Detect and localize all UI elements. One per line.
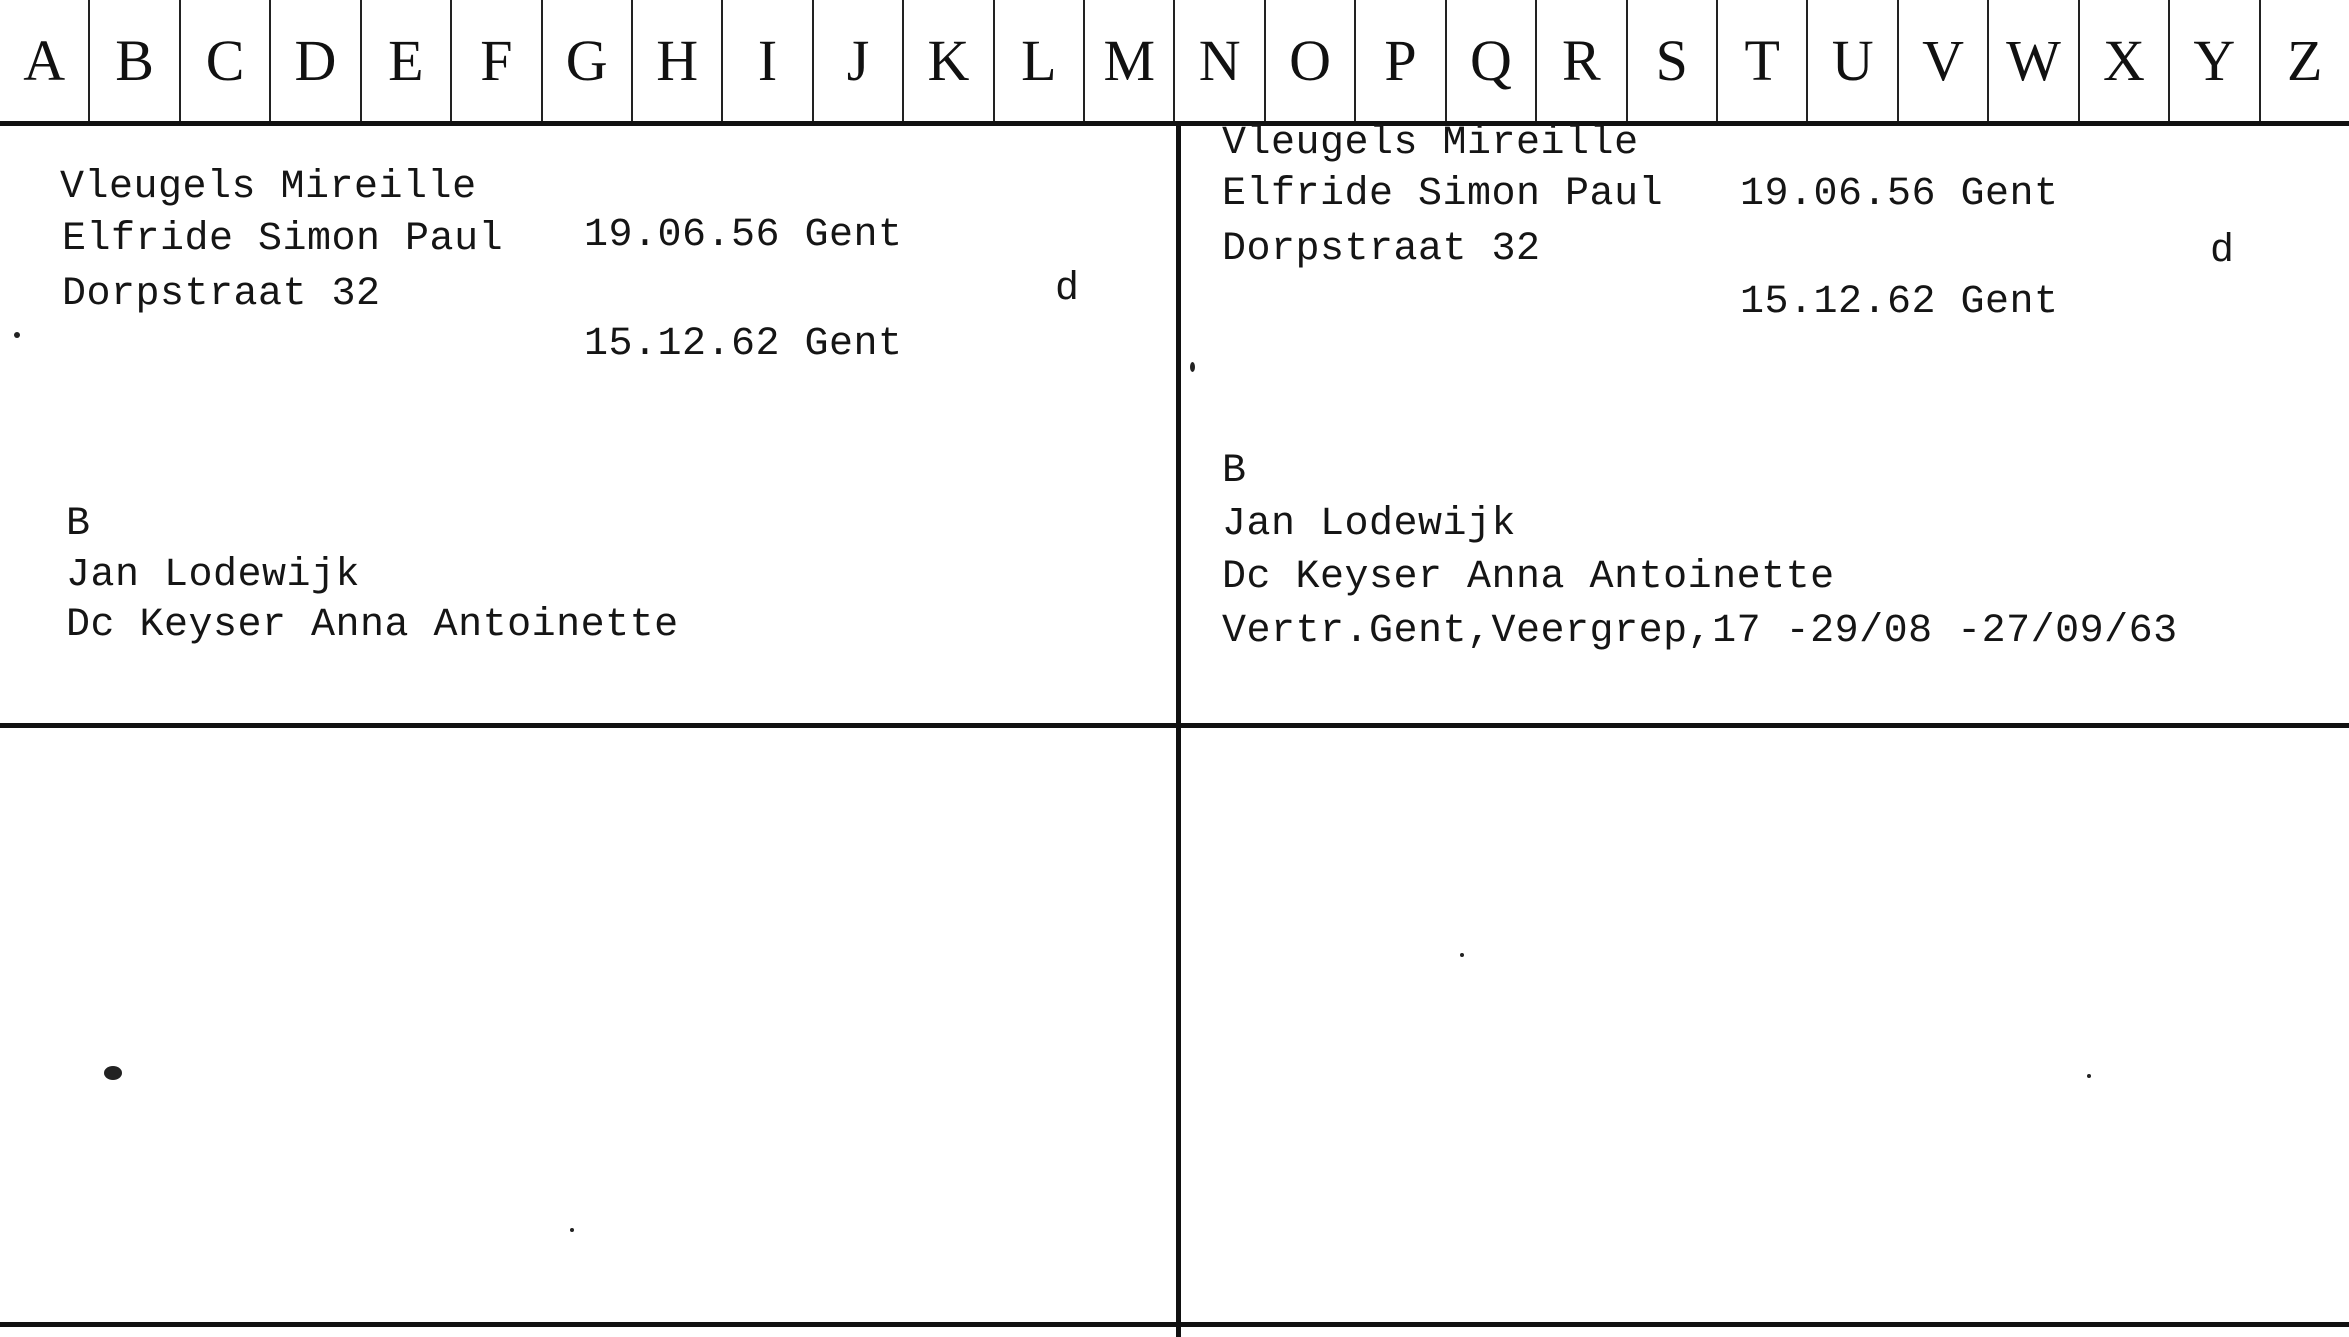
card-right-name: Vleugels Mireille: [1222, 121, 1639, 166]
card-right-address: Dorpstraat 32: [1222, 227, 1541, 272]
card-right-code: B: [1222, 449, 1247, 494]
scan-speck: [1460, 953, 1464, 957]
index-letter-s: S: [1626, 0, 1716, 122]
card-right-given-names: Elfride Simon Paul: [1222, 172, 1664, 217]
record-card-bottom-right: [1181, 728, 2349, 1322]
index-letter-g: G: [541, 0, 631, 122]
ink-blot: [104, 1066, 122, 1080]
index-letter-m: M: [1083, 0, 1173, 122]
card-right-date-place: 15.12.62 Gent: [1740, 280, 2059, 325]
index-letter-u: U: [1806, 0, 1896, 122]
index-letter-q: Q: [1445, 0, 1535, 122]
card-left-address: Dorpstraat 32: [62, 272, 381, 317]
index-letter-y: Y: [2168, 0, 2258, 122]
index-letter-c: C: [179, 0, 269, 122]
index-letter-j: J: [812, 0, 902, 122]
index-letter-w: W: [1987, 0, 2077, 122]
card-left-code: B: [66, 502, 91, 547]
alphabet-index-bar: [0, 0, 2349, 122]
card-left-father: Jan Lodewijk: [66, 553, 361, 598]
card-right-mother: Dc Keyser Anna Antoinette: [1222, 555, 1835, 600]
scan-speck: [1190, 362, 1195, 372]
card-right-departure: Vertr.Gent,Veergrep,17 -29/08 -27/09/63: [1222, 609, 2178, 654]
index-letter-i: I: [721, 0, 811, 122]
header-divider: [0, 121, 2349, 126]
card-left-date-place: 15.12.62 Gent: [584, 322, 903, 367]
scan-speck: [570, 1228, 574, 1232]
index-letter-t: T: [1716, 0, 1806, 122]
card-left-name: Vleugels Mireille: [60, 165, 477, 210]
index-letter-l: L: [993, 0, 1083, 122]
index-letter-b: B: [88, 0, 178, 122]
bottom-divider: [0, 1322, 2349, 1327]
index-letter-v: V: [1897, 0, 1987, 122]
card-left-given-names: Elfride Simon Paul: [62, 217, 504, 262]
index-letter-n: N: [1173, 0, 1263, 122]
card-left-birth: 19.06.56 Gent: [584, 213, 903, 258]
card-right-birth: 19.06.56 Gent: [1740, 172, 2059, 217]
record-card-bottom-left: [0, 728, 1176, 1322]
index-letter-x: X: [2078, 0, 2168, 122]
index-letter-p: P: [1354, 0, 1444, 122]
index-letter-h: H: [631, 0, 721, 122]
index-letter-a: A: [23, 28, 66, 93]
scan-speck: [2087, 1074, 2091, 1078]
index-letter-o: O: [1264, 0, 1354, 122]
index-letter-e: E: [360, 0, 450, 122]
card-left-marker: d: [1055, 267, 1080, 312]
index-letter-r: R: [1535, 0, 1625, 122]
index-letter-z: Z: [2259, 0, 2349, 122]
scan-speck: [14, 332, 20, 338]
card-right-marker: d: [2210, 229, 2235, 274]
card-right-father: Jan Lodewijk: [1222, 502, 1517, 547]
index-letter-k: K: [902, 0, 992, 122]
index-letter-d: D: [269, 0, 359, 122]
index-letter-f: F: [450, 0, 540, 122]
card-left-mother: Dc Keyser Anna Antoinette: [66, 603, 679, 648]
